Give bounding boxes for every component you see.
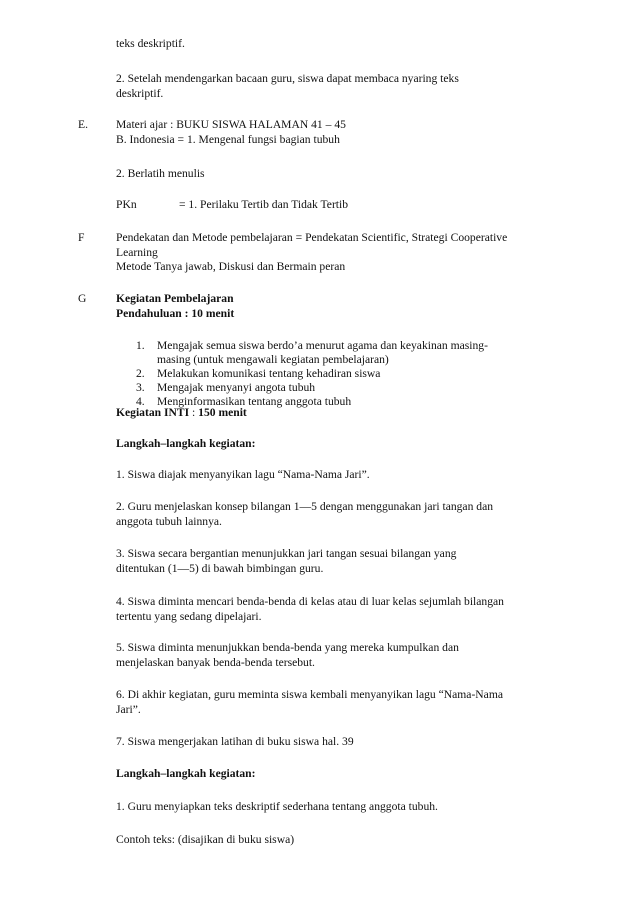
intro-list-num-4: 4. [136, 395, 145, 408]
step-5-line-1: 5. Siswa diminta menunjukkan benda-benda yang mereka kumpulkan dan [116, 641, 459, 654]
inti-heading-time: 150 menit [198, 406, 247, 419]
step-5-line-2: menjelaskan banyak benda-benda tersebut. [116, 656, 315, 669]
intro-list-num-1: 1. [136, 339, 145, 352]
intro-item-2-line-1: 2. Setelah mendengarkan bacaan guru, siswa dapat membaca nyaring teks [116, 72, 459, 85]
inti-heading-separator: : [189, 406, 199, 419]
intro-list-item-1-line-1: Mengajak semua siswa berdo’a menurut agama dan keyakinan masing- [157, 339, 488, 352]
section-g-label: G [78, 292, 87, 305]
pendahuluan-heading: Pendahuluan : 10 menit [116, 307, 235, 320]
step-2-line-2: anggota tubuh lainnya. [116, 515, 222, 528]
section-e-pkn-value: = 1. Perilaku Tertib dan Tidak Tertib [179, 198, 349, 211]
section-f-line-3: Metode Tanya jawab, Diskusi dan Bermain peran [116, 260, 346, 273]
section-e-indonesia: B. Indonesia = 1. Mengenal fungsi bagian tubuh [116, 133, 340, 146]
steps-heading-2: Langkah–langkah kegiatan: [116, 767, 256, 780]
intro-line: teks deskriptif. [116, 37, 185, 50]
intro-list-item-3: Mengajak menyanyi angota tubuh [157, 381, 316, 394]
intro-list-item-4: Menginformasikan tentang anggota tubuh [157, 395, 352, 408]
step-4-line-1: 4. Siswa diminta mencari benda-benda di kelas atau di luar kelas sejumlah bilangan [116, 595, 504, 608]
intro-list-num-2: 2. [136, 367, 145, 380]
intro-item-2-line-2: deskriptif. [116, 87, 164, 100]
intro-list-item-2: Melakukan komunikasi tentang kehadiran siswa [157, 367, 381, 380]
inti-heading [116, 405, 247, 420]
inti-heading-label: Kegiatan INTI [116, 406, 190, 419]
step-3-line-2: ditentukan (1—5) di bawah bimbingan guru. [116, 562, 324, 575]
section-e-materi: Materi ajar : BUKU SISWA HALAMAN 41 – 45 [116, 118, 346, 131]
section-e-berlatih: 2. Berlatih menulis [116, 167, 205, 180]
steps-heading: Langkah–langkah kegiatan: [116, 437, 256, 450]
step-1: 1. Siswa diajak menyanyikan lagu “Nama-Nama Jari”. [116, 468, 370, 481]
section-e-label: E. [78, 118, 88, 131]
section-f-line-2: Learning [116, 246, 158, 259]
intro-list-num-3: 3. [136, 381, 145, 394]
intro-list-item-1-line-2: masing (untuk mengawali kegiatan pembelajaran) [157, 353, 389, 366]
section-f-line-1: Pendekatan dan Metode pembelajaran = Pendekatan Scientific, Strategi Cooperative [116, 231, 508, 244]
step-6-line-2: Jari”. [116, 703, 141, 716]
step-3-line-1: 3. Siswa secara bergantian menunjukkan jari tangan sesuai bilangan yang [116, 547, 457, 560]
step-2-line-1: 2. Guru menjelaskan konsep bilangan 1—5 dengan menggunakan jari tangan dan [116, 500, 494, 513]
section-g-title: Kegiatan Pembelajaran [116, 292, 234, 305]
example-text-note: Contoh teks: (disajikan di buku siswa) [116, 833, 295, 846]
section-f-label: F [78, 231, 85, 244]
step-7: 7. Siswa mengerjakan latihan di buku siswa hal. 39 [116, 735, 354, 748]
step-6-line-1: 6. Di akhir kegiatan, guru meminta siswa kembali menyanyikan lagu “Nama-Nama [116, 688, 503, 701]
step-4-line-2: tertentu yang sedang dipelajari. [116, 610, 262, 623]
section-e-pkn-label: PKn [116, 198, 137, 211]
final-step-1: 1. Guru menyiapkan teks deskriptif sederhana tentang anggota tubuh. [116, 800, 438, 813]
